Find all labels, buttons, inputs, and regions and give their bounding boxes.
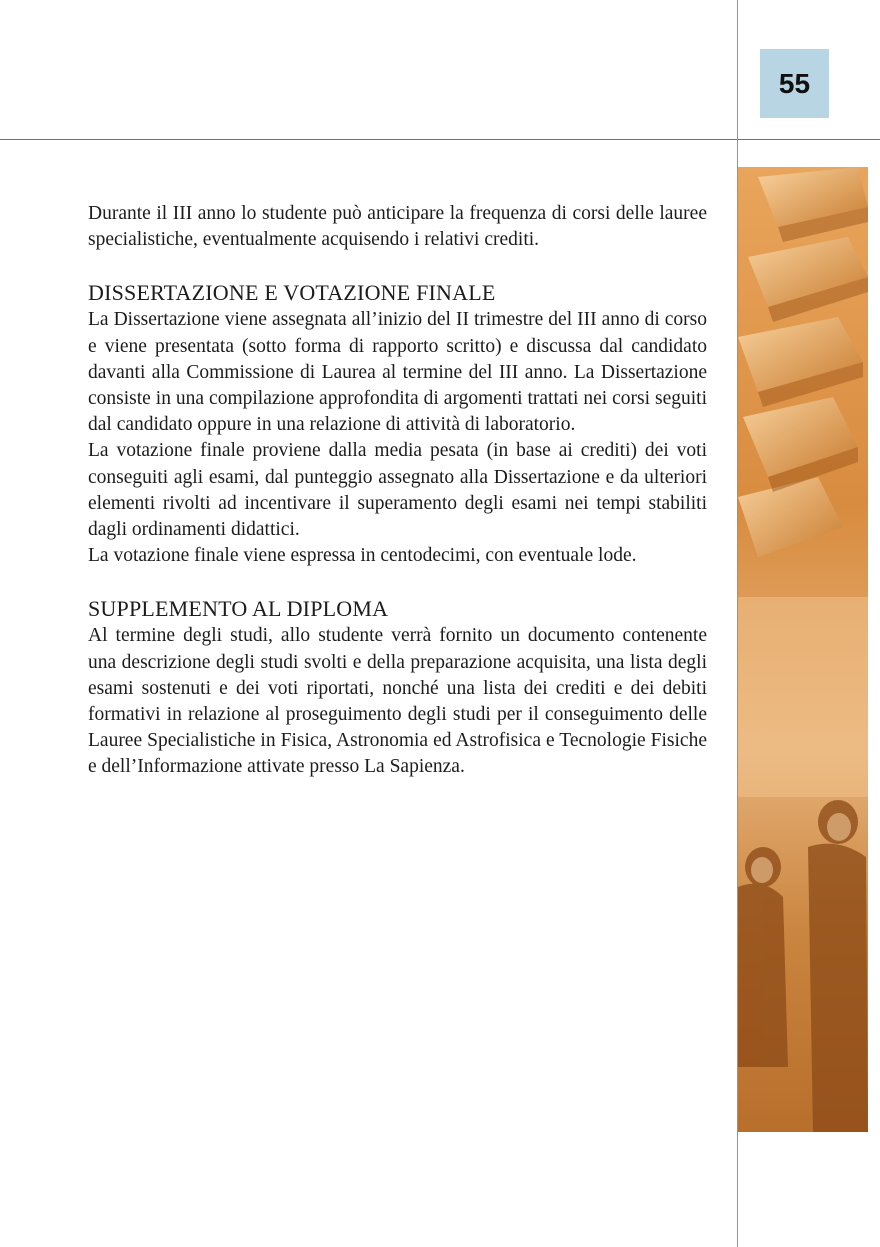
decorative-photo: [738, 167, 868, 1132]
section-gap: [88, 253, 707, 279]
diploma-supplement-paragraph: Al termine degli studi, allo studente verrà fornito un documento contenente una descrizione degli studi svolti e della preparazione acquisita, una lista degli esami sostenuti e dei voti riportati, nonché una lista dei crediti e dei debiti formativi in relazione al proseguimento degli studi per il conseguimento delle Lauree Specialistiche in Fisica, Astronomia ed Astrofisica e Tecnologie Fisiche e dell’Informazione attivate presso La Sapienza.: [88, 625, 707, 778]
dissertation-paragraph: La Dissertazione viene assegnata all’inizio del II trimestre del III anno di corso e viene presentata (sotto forma di rapporto scritto) e discussa dal candidato davanti alla Commissione di Laurea al termine del III anno. La Dissertazione consiste in una compilazione approfondita di argomenti trattati nei corsi seguiti dal candidato oppure in una relazione di attività di laboratorio.: [88, 309, 707, 436]
page-number: 55: [778, 67, 811, 99]
header-rule: [0, 139, 880, 140]
diploma-supplement-heading: SUPPLEMENTO AL DIPLOMA: [88, 596, 389, 622]
grading-scale-paragraph: La votazione finale viene espressa in centodecimi, con eventuale lode.: [88, 545, 637, 567]
grading-paragraph: La votazione finale proviene dalla media pesata (in base ai crediti) dei voti conseguiti agli esami, dal punteggio assegnato alla Dissertazione e da ulteriori elementi rivolti ad incentivare il superamento degli esami nei tempi stabiliti dagli ordinamenti didattici.: [88, 440, 707, 541]
page-number-box: [760, 49, 829, 118]
main-content: [88, 201, 707, 781]
section-gap: [88, 569, 707, 595]
intro-paragraph: Durante il III anno lo studente può anticipare la frequenza di corsi delle lauree specialistiche, eventualmente acquisendo i relativi crediti.: [88, 203, 707, 251]
dissertation-heading: DISSERTAZIONE E VOTAZIONE FINALE: [88, 280, 496, 306]
